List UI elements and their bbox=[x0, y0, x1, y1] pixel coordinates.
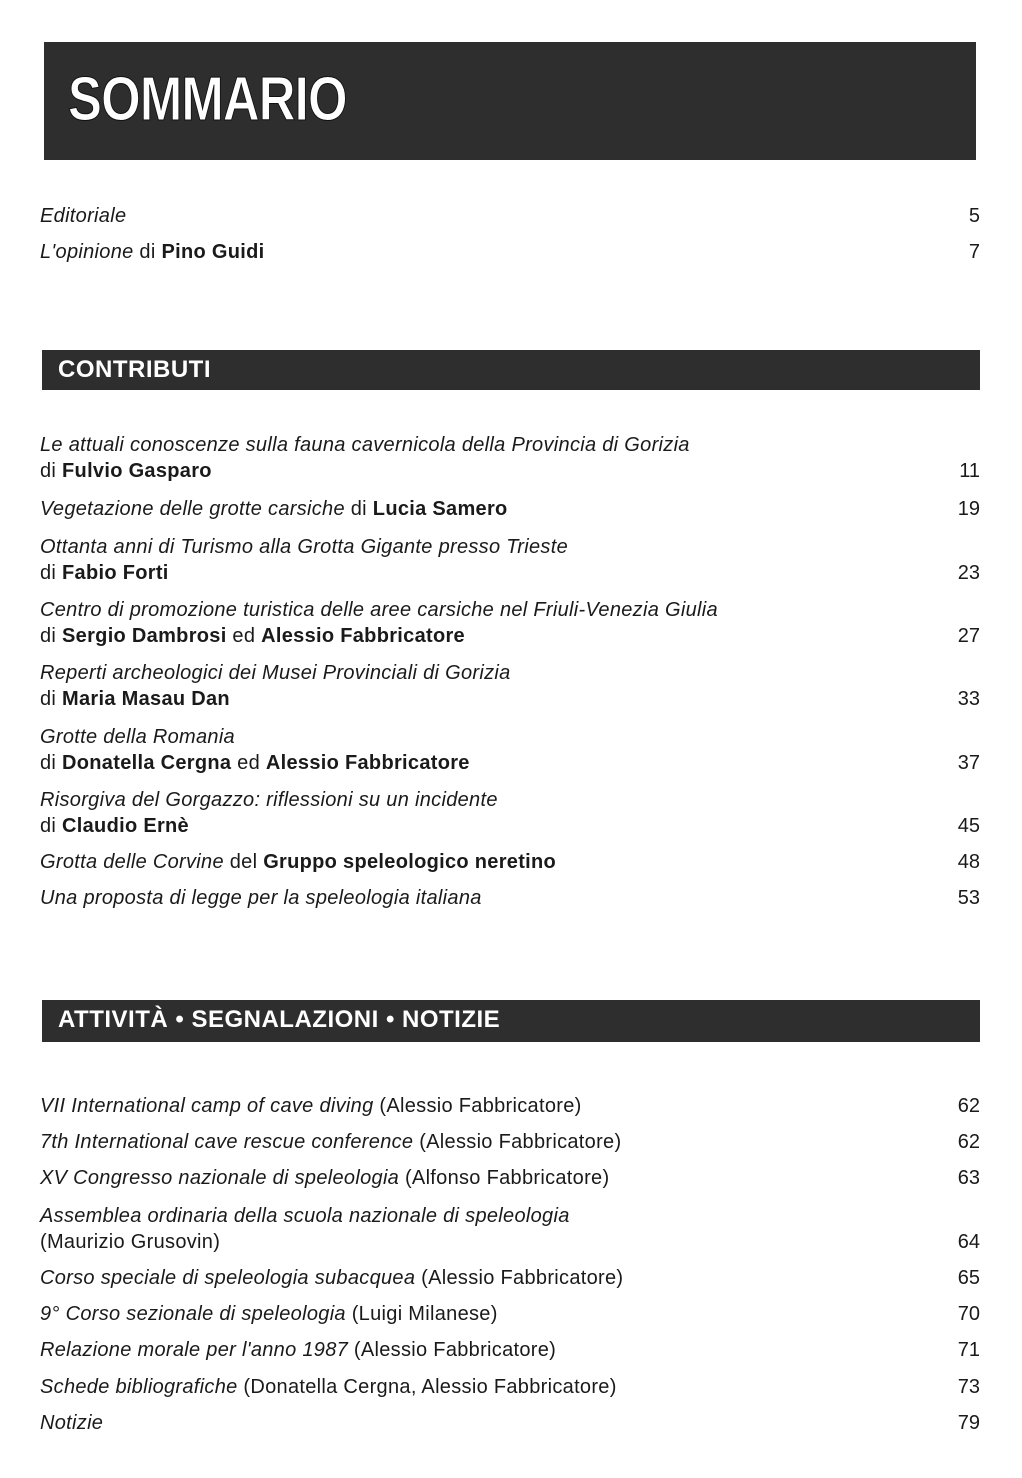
toc-entry: Risorgiva del Gorgazzo: riflessioni su un incidente di Claudio Ernè 45 bbox=[40, 789, 980, 837]
toc-entry bbox=[40, 1165, 980, 1191]
toc-entry bbox=[40, 1203, 980, 1255]
toc-entry-opinione bbox=[40, 239, 980, 265]
entry-note: (Luigi Milanese) bbox=[345, 1303, 498, 1325]
entry-title: Una proposta di legge per la speleologia italiana bbox=[40, 887, 482, 909]
page-number: 53 bbox=[957, 887, 980, 909]
entry-note: (Alessio Fabbricatore) bbox=[415, 1267, 624, 1289]
entry-author: Alessio Fabbricatore bbox=[261, 625, 465, 647]
page-number: 27 bbox=[957, 625, 980, 647]
page-number: 65 bbox=[957, 1267, 980, 1289]
toc-entry: Grotte della Romania di Donatella Cergna ed Alessio Fabbricatore 37 bbox=[40, 726, 980, 774]
toc-entry: Ottanta anni di Turismo alla Grotta Gigante presso Trieste di Fabio Forti 23 bbox=[40, 536, 980, 584]
entry-note: (Maurizio Grusovin) bbox=[40, 1231, 221, 1253]
section-header-attivita bbox=[42, 1000, 980, 1042]
page-number: 33 bbox=[957, 688, 980, 710]
entry-note: (Alessio Fabbricatore) bbox=[373, 1095, 582, 1117]
toc-entry: Grotta delle Corvine del Gruppo speleologico neretino 48 bbox=[40, 851, 980, 873]
entry-author: Fulvio Gasparo bbox=[62, 460, 212, 482]
entry-title: Le attuali conoscenze sulla fauna cavernicola della Provincia di Gorizia bbox=[40, 434, 690, 456]
section-title: ATTIVITÀ • SEGNALAZIONI • NOTIZIE bbox=[58, 1006, 501, 1033]
entry-title: Centro di promozione turistica delle aree carsiche nel Friuli-Venezia Giulia bbox=[40, 599, 718, 621]
section-title: CONTRIBUTI bbox=[58, 356, 211, 383]
entry-title: Grotta delle Corvine bbox=[40, 851, 224, 873]
page-number: 71 bbox=[957, 1339, 980, 1361]
page-number: 23 bbox=[957, 562, 980, 584]
entry-title: VII International camp of cave diving bbox=[40, 1095, 374, 1117]
page-number: 48 bbox=[957, 851, 980, 873]
page-number: 64 bbox=[957, 1231, 980, 1253]
page-title: SOMMARIO bbox=[68, 65, 347, 134]
entry-title: 7th International cave rescue conference bbox=[40, 1131, 414, 1153]
toc-entry bbox=[40, 1093, 980, 1119]
page-number: 62 bbox=[957, 1095, 980, 1117]
toc-entry bbox=[40, 1374, 980, 1400]
toc-entry: Centro di promozione turistica delle aree carsiche nel Friuli-Venezia Giulia di Sergio Dambrosi ed Alessio Fabbricatore 27 bbox=[40, 599, 980, 647]
page-number: 62 bbox=[957, 1131, 980, 1153]
entry-author: Fabio Forti bbox=[62, 562, 169, 584]
entry-title: Vegetazione delle grotte carsiche bbox=[40, 498, 345, 520]
page-number: 70 bbox=[957, 1303, 980, 1325]
page-number: 19 bbox=[957, 498, 980, 520]
entry-title: L'opinione bbox=[40, 241, 134, 263]
toc-entry bbox=[40, 1410, 980, 1436]
entry-title: Assemblea ordinaria della scuola nazionale di speleologia bbox=[40, 1205, 570, 1227]
page-number: 37 bbox=[957, 752, 980, 774]
page-number: 7 bbox=[968, 241, 980, 263]
entry-author: Claudio Ernè bbox=[62, 815, 189, 837]
entry-title: Ottanta anni di Turismo alla Grotta Gigante presso Trieste bbox=[40, 536, 568, 558]
entry-title: Notizie bbox=[40, 1412, 104, 1434]
entry-note: (Alessio Fabbricatore) bbox=[413, 1131, 622, 1153]
title-banner bbox=[44, 42, 976, 160]
toc-entry: Vegetazione delle grotte carsiche di Lucia Samero 19 bbox=[40, 498, 980, 520]
entry-title: Risorgiva del Gorgazzo: riflessioni su un incidente bbox=[40, 789, 498, 811]
entry-title: Grotte della Romania bbox=[40, 726, 235, 748]
entry-note: (Donatella Cergna, Alessio Fabbricatore) bbox=[237, 1376, 617, 1398]
entry-title: 9° Corso sezionale di speleologia bbox=[40, 1303, 346, 1325]
toc-entry-editoriale bbox=[40, 203, 980, 229]
toc-entry bbox=[40, 1337, 980, 1363]
toc-entry bbox=[40, 1301, 980, 1327]
entry-title: Relazione morale per l'anno 1987 bbox=[40, 1339, 349, 1361]
entry-title: Reperti archeologici dei Musei Provinciali di Gorizia bbox=[40, 662, 511, 684]
section-header-contributi bbox=[42, 350, 980, 390]
entry-author: Sergio Dambrosi bbox=[62, 625, 227, 647]
entry-title: XV Congresso nazionale di speleologia bbox=[40, 1167, 400, 1189]
toc-entry: Reperti archeologici dei Musei Provinciali di Gorizia di Maria Masau Dan 33 bbox=[40, 662, 980, 710]
entry-title: Schede bibliografiche bbox=[40, 1376, 238, 1398]
page-number: 11 bbox=[959, 460, 980, 482]
entry-author: Lucia Samero bbox=[372, 498, 508, 520]
page-number: 79 bbox=[957, 1412, 980, 1434]
toc-entry bbox=[40, 1129, 980, 1155]
toc-entry bbox=[40, 1265, 980, 1291]
entry-author: Alessio Fabbricatore bbox=[265, 752, 470, 774]
entry-note: (Alessio Fabbricatore) bbox=[348, 1339, 557, 1361]
entry-author: Gruppo speleologico neretino bbox=[263, 851, 557, 873]
toc-entry bbox=[40, 885, 980, 911]
entry-author: Donatella Cergna bbox=[62, 752, 232, 774]
page-number: 63 bbox=[957, 1167, 980, 1189]
page-number: 5 bbox=[968, 205, 980, 227]
entry-title: Editoriale bbox=[40, 205, 127, 227]
page-number: 45 bbox=[957, 815, 980, 837]
entry-title: Corso speciale di speleologia subacquea bbox=[40, 1267, 416, 1289]
page-number: 73 bbox=[957, 1376, 980, 1398]
entry-connector: di bbox=[133, 241, 162, 263]
entry-author: Maria Masau Dan bbox=[62, 688, 230, 710]
entry-author: Pino Guidi bbox=[161, 241, 265, 263]
toc-entry: Le attuali conoscenze sulla fauna cavernicola della Provincia di Gorizia di Fulvio Gasparo 11 bbox=[40, 434, 980, 482]
entry-note: (Alfonso Fabbricatore) bbox=[399, 1167, 610, 1189]
